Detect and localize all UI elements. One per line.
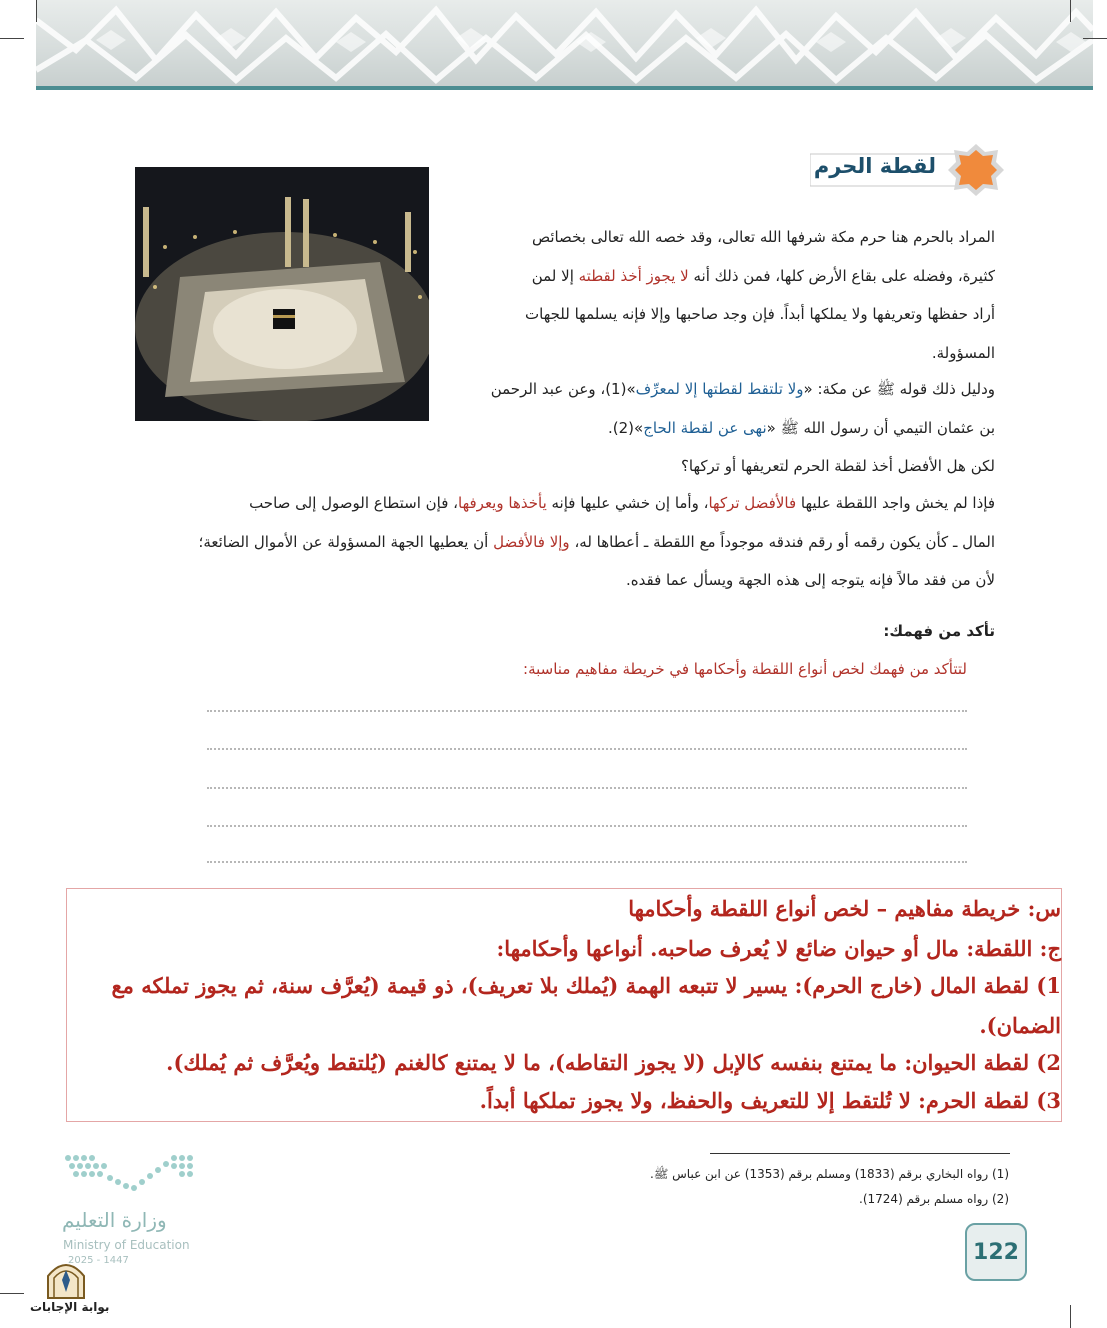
text-line: كثيرة، وفضله على بقاع الأرض كلها، فمن ذلك أنه لا يجوز أخذ لقطته إلا لمن [531,266,995,285]
page-number: 122 [965,1223,1027,1281]
text-line: فإذا لم يخش واجد اللقطة عليها فالأفضل تركها، وأما إن خشي عليها فإنه يأخذها ويعرفها، فإن استطاع الوصول إلى صاحب [249,494,995,512]
hadith-text: نهى عن لقطة الحاج [643,418,767,437]
text-line: المراد بالحرم هنا حرم مكة شرفها الله تعالى، وقد خصه الله تعالى بخصائص [531,228,995,246]
crop-mark [1083,38,1107,39]
answer-item-1: 1) لقطة المال (خارج الحرم): يسير لا تتبعه الهمة (يُملك بلا تعريف)، ذو قيمة (يُعرَّف سنة، ثم يجوز تملكه مع الضمان). [111,973,1061,1038]
crop-mark [0,1293,24,1294]
ministry-year: 2025 - 1447 [68,1255,129,1266]
answer-item-3: 3) لقطة الحرم: لا تُلتقط إلا للتعريف والحفظ، ولا يجوز تملكها أبداً. [479,1088,1061,1113]
text-line: المال ـ كأن يكون رقمه أو رقم فندقه موجوداً مع اللقطة ـ أعطاها له، وإلا فالأفضل أن يعطيها الجهة المسؤولة عن الأموال الضائعة؛ [198,532,995,551]
footnote-2: (2) رواه مسلم برقم (1724). [859,1192,1009,1206]
crop-mark [0,38,24,39]
question-line: لكن هل الأفضل أخذ لقطة الحرم لتعريفها أو تركها؟ [680,457,995,476]
intro-paragraph [435,218,995,372]
header-divider [36,86,1093,90]
page-title: لقطة الحرم [813,154,936,178]
answer-line[interactable] [207,787,967,789]
portal-logo-icon [44,1258,88,1300]
footnote-divider [710,1153,1010,1154]
text-line: المسؤولة. [931,343,995,362]
answer-line[interactable] [207,861,967,863]
haram-photo [135,167,429,421]
answer-intro: ج: اللقطة: مال أو حيوان ضائع لا يُعرف صاحبه. أنواعها وأحكامها: [496,936,1061,961]
answer-line[interactable] [207,710,967,712]
crop-mark [1070,1305,1071,1328]
answer-question: س: خريطة مفاهيم – لخص أنواع اللقطة وأحكامها [628,896,1061,921]
geometric-pattern-icon [36,0,1093,88]
crop-mark [1070,0,1071,22]
text-line: لأن من فقد مالاً فإنه يتوجه إلى هذه الجهة ويسأل عما فقده. [626,571,995,590]
evidence-paragraph [435,370,995,486]
highlight-text: لا يجوز أخذ لقطته [578,266,689,285]
ministry-arabic: وزارة التعليم [62,1208,167,1232]
ruling-paragraph [125,484,995,600]
ministry-english: Ministry of Education [63,1238,190,1252]
answer-item-2: 2) لقطة الحيوان: ما يمتنع بنفسه كالإبل (لا يجوز التقاطه)، ما لا يمتنع كالغنم (يُلتقط ويُعرَّف ثم يُملك). [166,1050,1061,1075]
check-heading: تأكد من فهمك: [883,622,995,640]
text-line: أراد حفظها وتعريفها ولا يملكها أبداً. فإن وجد صاحبها وإلا فإنه يسلمها للجهات [525,305,995,324]
section-title [810,140,1006,200]
portal-name: بوابة الإجابات [30,1300,110,1314]
text-line: ودليل ذلك قوله ﷺ عن مكة: «ولا تلتقط لقطتها إلا لمعرِّف»(1)، وعن عبد الرحمن [490,380,995,398]
answer-line[interactable] [207,825,967,827]
answer-line[interactable] [207,748,967,750]
header-pattern-band [36,0,1093,88]
footnote-1: (1) رواه البخاري برقم (1833) ومسلم برقم (1353) عن ابن عباس ﷺ. [650,1167,1009,1181]
ministry-logo-icon [64,1152,200,1198]
crop-mark [36,0,37,22]
hadith-text: ولا تلتقط لقطتها إلا لمعرِّف [635,380,804,398]
check-prompt: لتتأكد من فهمك لخص أنواع اللقطة وأحكامها في خريطة مفاهيم مناسبة: [523,660,967,678]
text-line: بن عثمان التيمي أن رسول الله ﷺ «نهى عن لقطة الحاج»(2). [607,418,995,437]
